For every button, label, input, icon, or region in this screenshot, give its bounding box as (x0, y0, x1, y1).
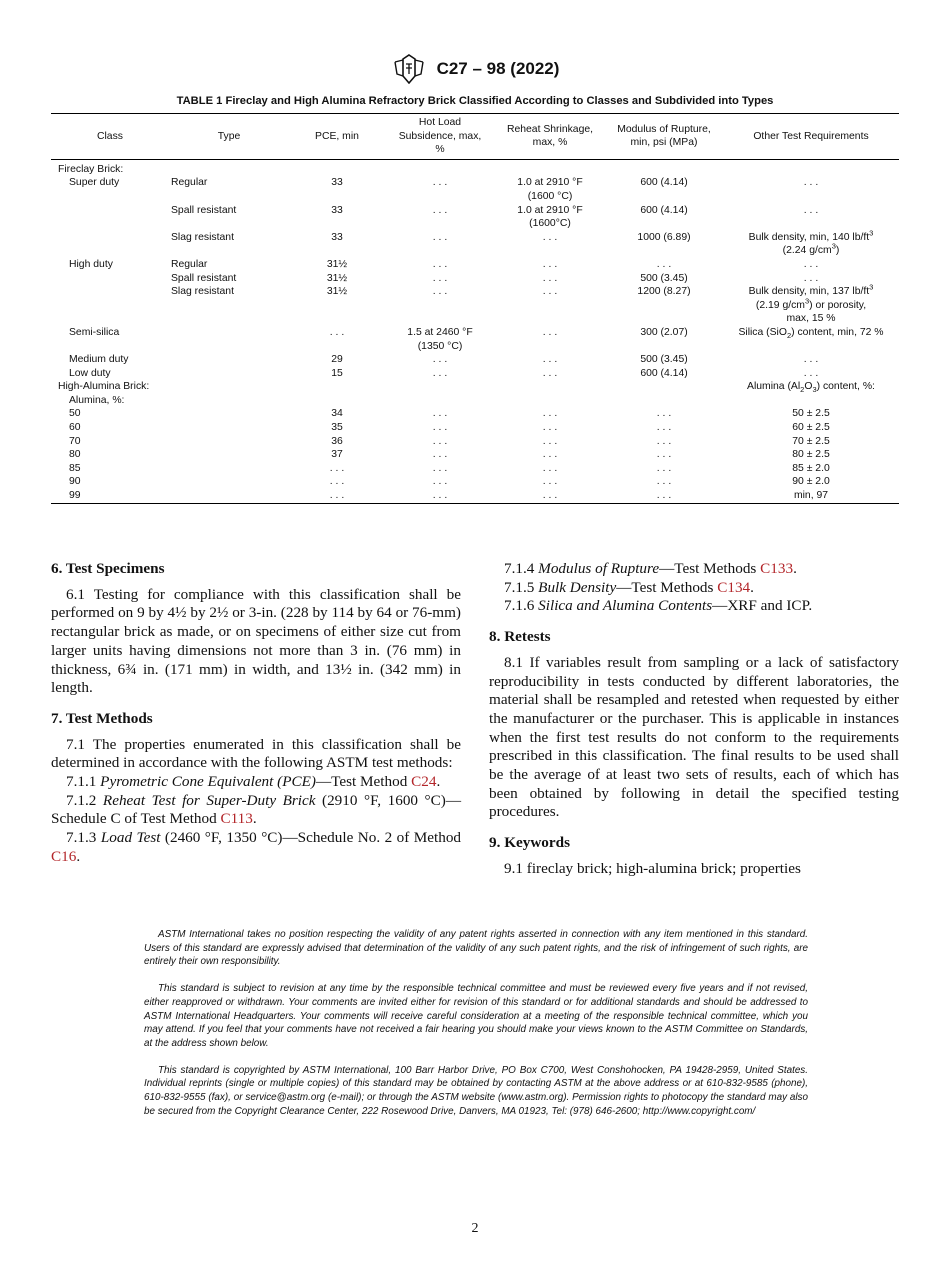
other-cell: . . . (803, 258, 819, 270)
table-row (51, 176, 899, 203)
mor-cell: . . . (656, 462, 672, 474)
mor-cell: 600 (4.14) (640, 177, 688, 189)
other-cell: 90 ± 2.0 (792, 476, 830, 488)
hot-load-cell: . . . (432, 354, 448, 366)
type-cell: Regular (171, 258, 208, 270)
group-label: Fireclay Brick: (58, 163, 124, 175)
paragraph: 7.1 The properties enumerated in this classification shall be determined in accordance with the following ASTM test methods: (51, 735, 461, 772)
reference-link[interactable]: C16 (51, 847, 77, 865)
other-cell: . . . (803, 177, 819, 189)
pce-cell: 31½ (326, 272, 348, 284)
pce-cell: 35 (331, 422, 343, 434)
hot-load-cell: . . . (432, 367, 448, 379)
hot-load-cell: . . . (432, 449, 448, 461)
paragraph: 7.1.3 Load Test (2460 °F, 1350 °C)—Schedule No. 2 of Method C16. (51, 829, 462, 865)
class-cell: 60 (69, 422, 81, 434)
table-row (51, 163, 899, 177)
class-cell: 70 (69, 435, 81, 447)
hot-load-cell: . . . (432, 272, 448, 284)
standard-designation: C27 – 98 (2022) (436, 59, 560, 78)
class-cell: Semi-silica (69, 326, 120, 338)
reheat-cell: . . . (542, 476, 558, 488)
paragraph: 7.1.1 Pyrometric Cone Equivalent (PCE)—Test Method C24. (66, 773, 441, 791)
reference-link[interactable]: C113 (220, 810, 253, 828)
table-row (51, 407, 899, 421)
class-cell: 99 (51, 489, 169, 503)
other-cell: 70 ± 2.5 (792, 435, 830, 447)
pce-cell: 31½ (326, 258, 348, 270)
other-cell: . . . (803, 272, 819, 284)
section-heading: 6. Test Specimens (51, 560, 165, 577)
section-heading: 7. Test Methods (51, 709, 153, 727)
other-cell: 80 ± 2.5 (792, 449, 830, 461)
pce-cell: 29 (331, 354, 343, 366)
reheat-cell: . . . (542, 354, 558, 366)
other-cell: Alumina $(Al_2O_3)$ content, %: (747, 381, 875, 395)
hot-load-cell: . . . (432, 462, 448, 474)
table-row (51, 489, 899, 503)
pce-cell: 15 (331, 367, 343, 379)
class-cell: 50 (69, 408, 81, 420)
hot-load-cell: . . . (385, 489, 495, 503)
hot-load-cell: . . . (432, 177, 448, 189)
reheat-cell: . . . (542, 258, 558, 270)
reheat-cell: . . . (542, 435, 558, 447)
table-row (51, 353, 899, 367)
other-cell: Silica (SiO$_2$) content, min, 72 % (738, 326, 884, 340)
type-cell: Slag resistant (171, 286, 234, 298)
pce-cell: 31½ (326, 286, 348, 298)
class-cell: Medium duty (69, 354, 129, 366)
pce-cell: 33 (331, 231, 343, 243)
pce-cell: 36 (331, 435, 343, 447)
reference-link[interactable]: C134 (717, 578, 751, 596)
table-row (51, 326, 899, 353)
table-row (51, 258, 899, 272)
other-cell: 85 ± 2.0 (792, 462, 830, 474)
pce-cell: 37 (331, 449, 343, 461)
column-header: Modulus of Rupture, min, psi (MPa) (605, 114, 723, 160)
footer-paragraph: This standard is copyrighted by ASTM International, 100 Barr Harbor Drive, PO Box C700, West Conshohocken, PA 19428-2959, United States. Individual reprints (single or multiple copies) of this standard may be obtained by contacting ASTM at the above address or at 610-832-9585 (phone), 610-832-9555 (fax), or service@astm.org (e-mail); or through the ASTM website (www.astm.org). Permission rights to photocopy the standard may also be secured from the Copyright Clearance Center, 222 Rosewood Drive, Danvers, MA 01923, Tel: (978) 646-2600; http://www.copyright.com/ (144, 1064, 808, 1117)
pce-cell: . . . (329, 326, 345, 338)
reference-link[interactable]: C24 (411, 773, 437, 791)
class-cell: High duty (69, 258, 113, 270)
pce-cell: . . . (289, 489, 385, 503)
hot-load-cell: . . . (432, 231, 448, 243)
type-cell: Slag resistant (171, 231, 234, 243)
paragraph: 8.1 If variables result from sampling or a lack of satisfactory reproducibility in tests conducted by different laboratories, the material shall be resampled and retested when requested by either the manufacturer or the purchaser. This is applicable in instances when the first test results do not conform to the requirements prescribed in this classification. The final results to be used shall be the average of at least two sets of results, each of which has been obtained by following in detail the specified testing procedures. (489, 653, 899, 821)
paragraph: 6.1 Testing for compliance with this classification shall be performed on 9 by 4½ by 2½ or 3-in. (228 by 114 by 64 or 76-mm) rectangular brick as made, or on specimens of either size cut from larger units having dimensions not more than 3 in. (76 mm) in thickness, 6¾ in. (171 mm) in width, and 13½ in. (342 mm) in length. (51, 585, 461, 697)
pce-cell: . . . (329, 462, 345, 474)
other-cell: 60 ± 2.5 (792, 422, 830, 434)
column-header: Reheat Shrinkage, max, % (495, 114, 605, 160)
mor-cell: 1200 (8.27) (637, 286, 691, 298)
mor-cell: 500 (3.45) (640, 272, 688, 284)
classification-table (51, 113, 899, 504)
left-column (51, 560, 461, 867)
page-number: 2 (471, 1221, 479, 1236)
paragraph: 7.1.6 Silica and Alumina Contents—XRF and ICP. (504, 597, 813, 615)
hot-load-cell: . . . (432, 204, 448, 216)
right-column (489, 560, 899, 879)
reheat-cell: . . . (542, 367, 558, 379)
table-row (51, 421, 899, 435)
table-row (51, 367, 899, 381)
table-row (51, 380, 899, 394)
table-title: TABLE 1 Fireclay and High Alumina Refractory Brick Classified According to Classes and Subdivided into Types (176, 95, 774, 107)
class-cell: 85 (69, 462, 81, 474)
mor-cell: 600 (4.14) (640, 204, 688, 216)
mor-cell: . . . (656, 408, 672, 420)
reheat-cell: . . . (542, 326, 558, 338)
hot-load-cell: . . . (432, 408, 448, 420)
section-heading: 9. Keywords (489, 834, 570, 852)
column-header: Hot Load Subsidence, max, % (385, 114, 495, 160)
hot-load-cell: . . . (432, 422, 448, 434)
other-cell: . . . (803, 367, 819, 379)
other-cell: . . . (803, 204, 819, 216)
pce-cell: 33 (331, 177, 343, 189)
mor-cell: . . . (656, 449, 672, 461)
hot-load-cell: . . . (432, 258, 448, 270)
class-cell: Super duty (69, 177, 120, 189)
mor-cell: . . . (656, 422, 672, 434)
column-header: Class (51, 114, 169, 160)
reheat-cell: . . . (495, 489, 605, 503)
reheat-cell: . . . (542, 272, 558, 284)
table-row (51, 435, 899, 449)
class-cell: 80 (69, 449, 81, 461)
other-cell: . . . (803, 354, 819, 366)
table-row (51, 462, 899, 476)
reference-link[interactable]: C133 (760, 560, 794, 577)
paragraph: 9.1 fireclay brick; high-alumina brick; properties (504, 859, 801, 877)
page-header (0, 54, 950, 84)
class-cell: 90 (69, 476, 81, 488)
other-cell: Bulk density, min, 140 $lb/ft^3$ (2.24 $g/cm^3$) (748, 228, 874, 257)
section-heading: 8. Retests (489, 628, 551, 646)
reheat-cell: . . . (542, 408, 558, 420)
column-header: Type (169, 114, 289, 160)
hot-load-cell: 1.5 at 2460 °F (1350 °C) (407, 326, 473, 352)
reheat-cell: 1.0 at 2910 °F (1600 °C) (517, 177, 583, 202)
reheat-cell: . . . (542, 449, 558, 461)
reheat-cell: . . . (542, 286, 558, 298)
paragraph: 7.1.5 Bulk Density—Test Methods C134. (504, 578, 754, 596)
astm-logo-icon (391, 54, 427, 84)
pce-cell: 33 (331, 204, 343, 216)
pce-cell: 34 (331, 408, 343, 420)
group-label: High-Alumina Brick: (58, 381, 150, 393)
footer-paragraph: ASTM International takes no position respecting the validity of any patent rights asserted in connection with any item mentioned in this standard. Users of this standard are expressly advised that determination of the validity of any such patent rights, and the risk of infringement of such rights, are entirely their own responsibility. (144, 929, 808, 968)
type-cell: Regular (171, 177, 208, 189)
mor-cell: 600 (4.14) (640, 367, 688, 379)
hot-load-cell: . . . (432, 435, 448, 447)
table-row (51, 448, 899, 462)
mor-cell: . . . (656, 258, 672, 270)
footer-notice (144, 928, 808, 1131)
mor-cell: . . . (656, 476, 672, 488)
table-row (51, 475, 899, 489)
table-row (51, 204, 899, 231)
other-cell: min, 97 (723, 489, 899, 503)
hot-load-cell: . . . (432, 476, 448, 488)
table-row (51, 285, 899, 326)
mor-cell: 1000 (6.89) (637, 231, 691, 243)
type-cell: Spall resistant (171, 272, 237, 284)
type-cell: Spall resistant (171, 204, 237, 216)
footer-paragraph: This standard is subject to revision at any time by the responsible technical committee and must be reviewed every five years and if not revised, either reapproved or withdrawn. Your comments are invited either for revision of this standard or for additional standards and should be addressed to ASTM International Headquarters. Your comments will receive careful consideration at a meeting of the responsible technical committee, which you may attend. If you feel that your comments have not received a fair hearing you should make your views known to the ASTM Committee on Standards, at the address shown below. (144, 983, 808, 1049)
other-cell: Bulk density, min, 137 $lb/ft^3$ (2.19 $g/cm^3$) or porosity, max, 15 % (748, 282, 874, 325)
paragraph: 7.1.4 Modulus of Rupture—Test Methods C133. (504, 560, 797, 577)
mor-cell: . . . (656, 435, 672, 447)
table-row (51, 394, 899, 408)
other-cell: 50 ± 2.5 (792, 408, 830, 420)
mor-cell: 300 (2.07) (640, 326, 688, 338)
reheat-cell: . . . (542, 462, 558, 474)
table-row (51, 272, 899, 286)
pce-cell: . . . (329, 476, 345, 488)
reheat-cell: 1.0 at 2910 °F (1600°C) (517, 204, 583, 230)
column-header: Other Test Requirements (723, 114, 899, 160)
class-cell: Low duty (69, 367, 111, 379)
reheat-cell: . . . (542, 422, 558, 434)
mor-cell: 500 (3.45) (640, 354, 688, 366)
column-header: PCE, min (289, 114, 385, 160)
table-header-row (51, 114, 899, 160)
paragraph: 7.1.2 Reheat Test for Super-Duty Brick (2910 °F, 1600 °C)—Schedule C of Test Method C113. (51, 791, 462, 828)
hot-load-cell: . . . (432, 286, 448, 298)
class-cell: Alumina, %: (69, 394, 125, 406)
reheat-cell: . . . (542, 231, 558, 243)
table-row (51, 231, 899, 258)
mor-cell: . . . (605, 489, 723, 503)
